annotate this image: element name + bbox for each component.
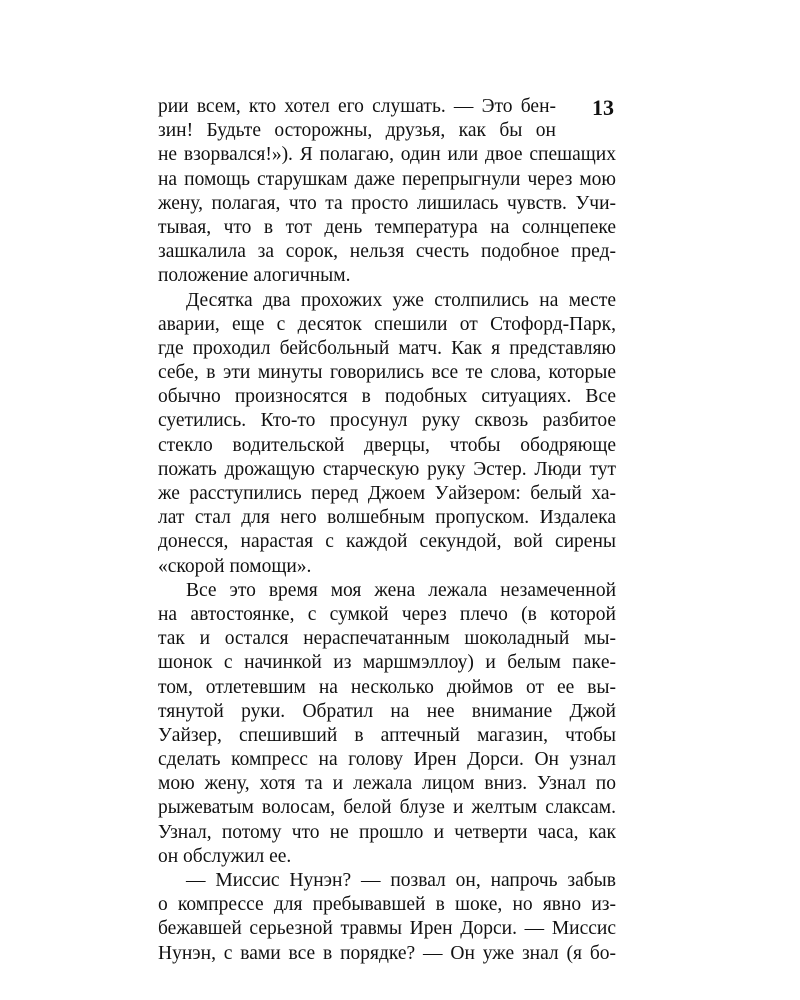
text-line: сделать компресс на голову Ирен Дорси. Он узнал	[158, 749, 616, 771]
text-line: Все это время моя жена лежала незамеченной	[186, 579, 616, 601]
text-line: бежавшей серьезной травмы Ирен Дорси. — Миссис	[158, 918, 616, 940]
text-line: «скорой помощи».	[158, 555, 312, 577]
text-line: донесся, нарастая с каждой секундой, вой сирены	[158, 531, 616, 553]
text-line: на автостоянке, с сумкой через плечо (в которой	[158, 603, 616, 625]
text-line: о компрессе для пребывавшей в шоке, но явно из-	[158, 894, 616, 916]
text-line: рии всем, кто хотел его слушать. — Это бен-	[158, 96, 556, 117]
text-line: Нунэн, с вами все в порядке? — Он уже знал (я бо-	[158, 942, 616, 964]
text-line: лат стал для него волшебным пропуском. Издалека	[158, 507, 616, 529]
text-line: Уайзер, спешивший в аптечный магазин, чтобы	[158, 724, 616, 746]
text-line: стекло водительской дверцы, чтобы ободряюще	[158, 434, 616, 456]
text-column	[158, 95, 616, 966]
text-line: суетились. Кто-то просунул руку сквозь разбитое	[158, 410, 616, 432]
text-line: зин! Будьте осторожны, друзья, как бы он	[158, 120, 556, 142]
text-line: аварии, еще с десяток спешили от Стофорд-Парк,	[158, 313, 616, 335]
text-line: зашкалила за сорок, нельзя счесть подобное пред-	[158, 241, 616, 263]
text-line: себе, в эти минуты говорились все те слова, которые	[158, 362, 616, 384]
text-line: шонок с начинкой из маршмэллоу) и белым пакe-	[158, 652, 616, 674]
text-line: Десятка два прохожих уже столпились на месте	[186, 289, 616, 311]
text-line: — Миссис Нунэн? — позвал он, напрочь забыв	[186, 870, 616, 891]
text-line: обычно произносятся в подобных ситуациях. Все	[158, 386, 616, 408]
text-line: пожать дрожащую старческую руку Эстер. Люди тут	[158, 458, 616, 480]
text-line: Узнал, потому что не прошло и четверти часа, как	[158, 821, 616, 843]
text-line: том, отлетевшим на несколько дюймов от ее вы-	[158, 676, 616, 698]
text-line: так и остался нераспечатанным шоколадный мы-	[158, 628, 616, 650]
text-line: жену, полагая, что та просто лишилась чувств. Учи-	[158, 192, 616, 214]
text-line: же расступились перед Джоем Уайзером: белый ха-	[158, 483, 616, 504]
text-line: тывая, что в тот день температура на солнцепеке	[158, 216, 616, 238]
text-line: мою жену, хотя та и лежала лицом вниз. Узнал по	[158, 773, 616, 795]
text-line: рыжеватым волосам, белой блузе и желтым слаксам.	[158, 797, 616, 819]
text-line: на помощь старушкам даже перепрыгнули через мою	[158, 168, 616, 190]
text-line: не взорвался!»). Я полагаю, один или двое спешащих	[158, 144, 616, 166]
text-line: он обслужил ее.	[158, 845, 292, 867]
text-line: тянутой руки. Обратил на нее внимание Джой	[158, 700, 616, 722]
text-line: где проходил бейсбольный матч. Как я представляю	[158, 337, 616, 359]
text-line: положение алогичным.	[158, 265, 351, 287]
page-number: 13	[592, 95, 614, 120]
